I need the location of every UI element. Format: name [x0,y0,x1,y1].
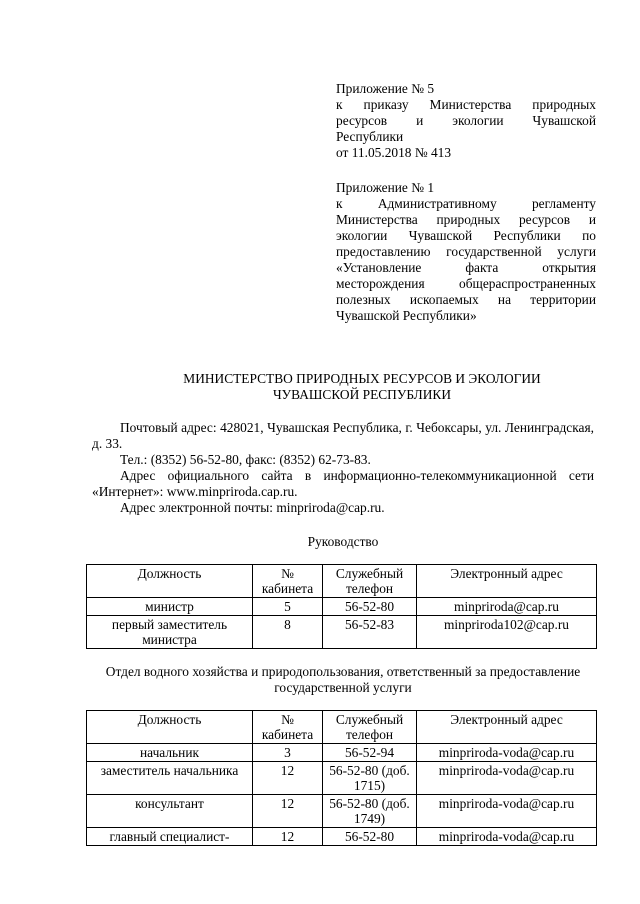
appendix-5-line: Республики [336,129,404,144]
water-department-table [86,710,597,846]
ministry-title-line1: МИНИСТЕРСТВО ПРИРОДНЫХ РЕСУРСОВ И ЭКОЛОГИИ [183,371,541,386]
header-room: № кабинета [253,565,323,598]
cell-email: minpriroda-voda@cap.ru [417,762,597,795]
website-address: Адрес официального сайта в информационно-телекоммуникационной сети «Интернет»: www.minpriroda.cap.ru. [92,468,594,499]
postal-address: Почтовый адрес: 428021, Чувашская Республика, г. Чебоксары, ул. Ленинградская, д. 33. [92,420,594,451]
cell-room: 12 [253,795,323,828]
appendix-5-line: к приказу Министерства природных [336,97,596,112]
ministry-title-line2: ЧУВАШСКОЙ РЕСПУБЛИКИ [272,387,452,402]
header-position: Должность [87,711,253,744]
cell-position: консультант [87,795,253,828]
table-row [87,744,597,762]
appendix-1-line: предоставлению государственной услуги [336,244,596,259]
appendix-1-line: месторождения общераспространенных [336,276,596,291]
header-phone: Служебный телефон [323,711,417,744]
cell-phone: 56-52-94 [323,744,417,762]
leadership-table [86,564,597,649]
cell-email: minpriroda102@cap.ru [417,616,597,649]
cell-phone: 56-52-80 [323,598,417,616]
appendix-5-title: Приложение № 5 [336,81,435,96]
appendix-5-block [336,81,596,161]
cell-phone: 56-52-80 [323,828,417,846]
cell-email: minpriroda-voda@cap.ru [417,795,597,828]
ministry-title [0,371,640,403]
cell-room: 8 [253,616,323,649]
header-email: Электронный адрес [417,711,597,744]
appendix-5-line: ресурсов и экологии Чувашской [336,113,596,128]
cell-position: первый заместитель министра [87,616,253,649]
water-department-heading: Отдел водного хозяйства и природопользования, ответственный за предоставление государственной услуги [105,664,581,695]
cell-room: 12 [253,828,323,846]
appendix-1-title: Приложение № 1 [336,180,435,195]
cell-email: minpriroda@cap.ru [417,598,597,616]
appendix-1-block [336,180,596,324]
appendix-1-line: «Установление факта открытия [336,260,596,275]
appendix-1-line: Министерства природных ресурсов и [336,212,596,227]
cell-position: министр [87,598,253,616]
table-row [87,598,597,616]
cell-email: minpriroda-voda@cap.ru [417,744,597,762]
table-row [87,828,597,846]
header-room: № кабинета [253,711,323,744]
table-row [87,762,597,795]
cell-room: 12 [253,762,323,795]
email-address: Адрес электронной почты: minpriroda@cap.ru. [120,500,385,515]
cell-room: 3 [253,744,323,762]
leadership-heading: Руководство [307,534,379,549]
table-row [87,616,597,649]
appendix-1-line: экологии Чувашской Республики по [336,228,596,243]
table-row [87,795,597,828]
appendix-5-date: от 11.05.2018 № 413 [336,145,452,160]
table-header-row [87,711,597,744]
table-header-row [87,565,597,598]
cell-phone: 56-52-80 (доб. 1749) [323,795,417,828]
header-email: Электронный адрес [417,565,597,598]
cell-room: 5 [253,598,323,616]
cell-position: начальник [87,744,253,762]
appendix-1-line: Чувашской Республики» [336,308,477,323]
appendix-1-line: к Административному регламенту [336,196,596,211]
header-phone: Служебный телефон [323,565,417,598]
cell-phone: 56-52-83 [323,616,417,649]
cell-position: главный специалист- [87,828,253,846]
cell-phone: 56-52-80 (доб. 1715) [323,762,417,795]
phone-fax: Тел.: (8352) 56-52-80, факс: (8352) 62-73-83. [120,452,371,467]
header-position: Должность [87,565,253,598]
cell-position: заместитель начальника [87,762,253,795]
cell-email: minpriroda-voda@cap.ru [417,828,597,846]
appendix-1-line: полезных ископаемых на территории [336,292,596,307]
